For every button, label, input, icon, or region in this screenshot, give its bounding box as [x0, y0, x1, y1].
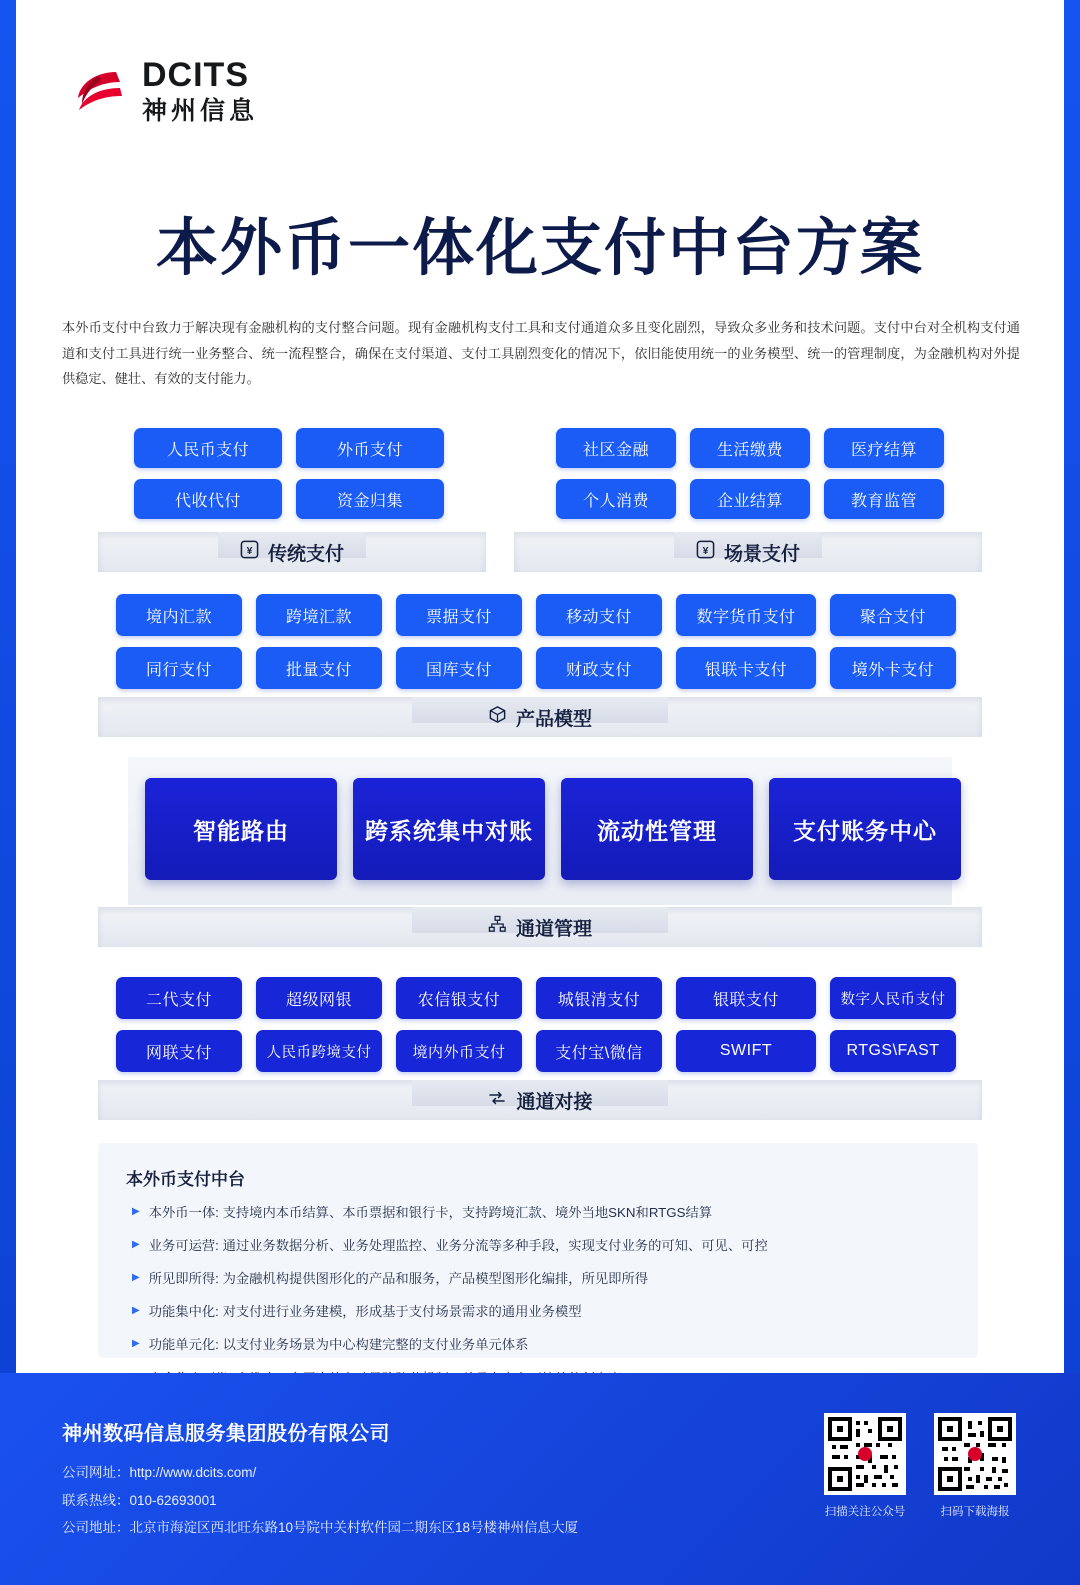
bullet-triangle-icon: ▶	[132, 1305, 140, 1317]
pill-item[interactable]: 批量支付	[256, 647, 382, 689]
list-item-text: 所见即所得: 为金融机构提供图形化的产品和服务，产品模型图形化编排，所见即所得	[148, 1271, 649, 1287]
pill-item[interactable]: 数字货币支付	[676, 594, 816, 636]
channel-card[interactable]: 支付账务中心	[769, 778, 961, 880]
pill-row	[116, 647, 956, 689]
channel-card[interactable]: 跨系统集中对账	[353, 778, 545, 880]
list-item	[132, 1302, 952, 1323]
intro-paragraph: 本外币支付中台致力于解决现有金融机构的支付整合问题。现有金融机构支付工具和支付通道众多且变化剧烈，导致众多业务和技术问题。支付中台对全机构支付通道和支付工具进行统一业务整合、统一流程整合，确保在支付渠道、支付工具剧烈变化的情况下，依旧能使用统一的业务模型、统一的管理制度，为金融机构对外提供稳定、健壮、有效的支付能力。	[62, 320, 1020, 387]
pill-item[interactable]: 国库支付	[396, 647, 522, 689]
list-item-text: 功能单元化: 以支付业务场景为中心构建完整的支付业务单元体系	[148, 1337, 529, 1353]
pill-item[interactable]: 境内汇款	[116, 594, 242, 636]
pill-item[interactable]: 人民币跨境支付	[256, 1030, 382, 1072]
page-title: 本外币一体化支付中台方案	[155, 214, 924, 283]
pill-item[interactable]: 教育监管	[824, 479, 944, 519]
brand-logo	[70, 58, 258, 126]
qr-code-icon	[934, 1413, 1016, 1495]
exchange-icon	[487, 1088, 507, 1113]
bullet-triangle-icon: ▶	[132, 1338, 140, 1350]
feature-card-title: 本外币支付中台	[126, 1170, 245, 1189]
pill-item[interactable]: 财政支付	[536, 647, 662, 689]
qr-caption: 扫描关注公众号	[824, 1506, 906, 1518]
qr-group	[824, 1413, 1016, 1519]
channel-card[interactable]: 流动性管理	[561, 778, 753, 880]
pill-row	[556, 428, 944, 468]
channel-card[interactable]: 智能路由	[145, 778, 337, 880]
footer-hotline: 联系热线：010-62693001	[62, 1492, 217, 1508]
pill-item[interactable]: 超级网银	[256, 977, 382, 1019]
qr-item	[934, 1413, 1016, 1519]
feature-card	[98, 1143, 978, 1358]
pill-item[interactable]: 同行支付	[116, 647, 242, 689]
list-item-text: 功能集中化: 对支付进行业务建模，形成基于支付场景需求的通用业务模型	[148, 1304, 582, 1320]
list-item-text: 业务可运营: 通过业务数据分析、业务处理监控、业务分流等多种手段，实现支付业务的可知、可见、可控	[148, 1238, 768, 1254]
channel-card-row	[145, 778, 961, 880]
pill-item[interactable]: 人民币支付	[134, 428, 282, 468]
pill-item[interactable]: 医疗结算	[824, 428, 944, 468]
dcits-swirl-logo-icon	[70, 62, 130, 122]
pill-item[interactable]: SWIFT	[676, 1030, 816, 1072]
band-label-text: 产品模型	[515, 708, 592, 730]
footer-contact-block	[62, 1459, 578, 1542]
bullet-triangle-icon: ▶	[132, 1272, 140, 1284]
pill-item[interactable]: 个人消费	[556, 479, 676, 519]
pill-item[interactable]: 代收代付	[134, 479, 282, 519]
pill-item[interactable]: 跨境汇款	[256, 594, 382, 636]
footer-company-name: 神州数码信息服务集团股份有限公司	[62, 1423, 390, 1445]
sitemap-icon	[488, 915, 507, 939]
band-label-text: 传统支付	[267, 543, 344, 565]
qr-item	[824, 1413, 906, 1519]
qr-code-icon	[824, 1413, 906, 1495]
pill-row	[556, 479, 944, 519]
pill-item[interactable]: 企业结算	[690, 479, 810, 519]
pill-item[interactable]: 境内外币支付	[396, 1030, 522, 1072]
pill-item[interactable]: 网联支付	[116, 1030, 242, 1072]
list-item	[132, 1203, 952, 1224]
list-item-text: 本外币一体: 支持境内本币结算、本币票据和银行卡，支持跨境汇款、境外当地SKN和RTGS结算	[148, 1205, 713, 1220]
band-label-text: 通道管理	[515, 918, 592, 940]
footer-address: 公司地址：北京市海淀区西北旺东路10号院中关村软件园二期东区18号楼神州信息大厦	[62, 1520, 579, 1536]
pill-item[interactable]: 聚合支付	[830, 594, 956, 636]
bullet-triangle-icon: ▶	[132, 1239, 140, 1251]
list-item	[132, 1335, 952, 1356]
band-label-product-model	[98, 697, 982, 737]
band-label-scenario-payment	[514, 532, 982, 572]
pill-item[interactable]: 城银清支付	[536, 977, 662, 1019]
yen-badge-icon	[240, 540, 259, 564]
footer	[0, 1373, 1080, 1585]
pill-item[interactable]: 二代支付	[116, 977, 242, 1019]
cube-icon	[488, 705, 507, 729]
footer-website[interactable]: 公司网址：http://www.dcits.com/	[62, 1465, 257, 1480]
pill-item[interactable]: 支付宝\微信	[536, 1030, 662, 1072]
yen-badge-icon	[696, 540, 715, 564]
band-label-text: 通道对接	[516, 1091, 593, 1113]
bullet-triangle-icon: ▶	[132, 1206, 140, 1217]
pill-item[interactable]: 资金归集	[296, 479, 444, 519]
pill-row	[116, 594, 956, 636]
pill-item[interactable]: 农信银支付	[396, 977, 522, 1019]
band-label-channel-docking	[98, 1080, 982, 1120]
list-item	[132, 1236, 952, 1257]
feature-list	[132, 1203, 952, 1402]
svg-text:¥: ¥	[246, 545, 253, 557]
band-label-traditional-payment	[98, 532, 486, 572]
pill-row	[116, 1030, 956, 1072]
pill-item[interactable]: 票据支付	[396, 594, 522, 636]
pill-item[interactable]: 社区金融	[556, 428, 676, 468]
qr-caption: 扫码下载海报	[940, 1506, 1010, 1518]
pill-item[interactable]: 生活缴费	[690, 428, 810, 468]
pill-item[interactable]: 数字人民币支付	[830, 977, 956, 1019]
pill-item[interactable]: 银联卡支付	[676, 647, 816, 689]
list-item	[132, 1269, 952, 1290]
brand-name-cn: 神州信息	[142, 96, 259, 125]
pill-row	[116, 977, 956, 1019]
pill-row	[134, 479, 444, 519]
pill-item[interactable]: RTGS\FAST	[830, 1030, 956, 1072]
pill-row	[134, 428, 444, 468]
pill-item[interactable]: 外币支付	[296, 428, 444, 468]
brand-name-en: DCITS	[142, 56, 249, 94]
band-label-channel-management	[98, 907, 982, 947]
band-label-text: 场景支付	[723, 543, 800, 565]
pill-item[interactable]: 银联支付	[676, 977, 816, 1019]
pill-item[interactable]: 移动支付	[536, 594, 662, 636]
svg-text:¥: ¥	[702, 545, 709, 557]
pill-item[interactable]: 境外卡支付	[830, 647, 956, 689]
